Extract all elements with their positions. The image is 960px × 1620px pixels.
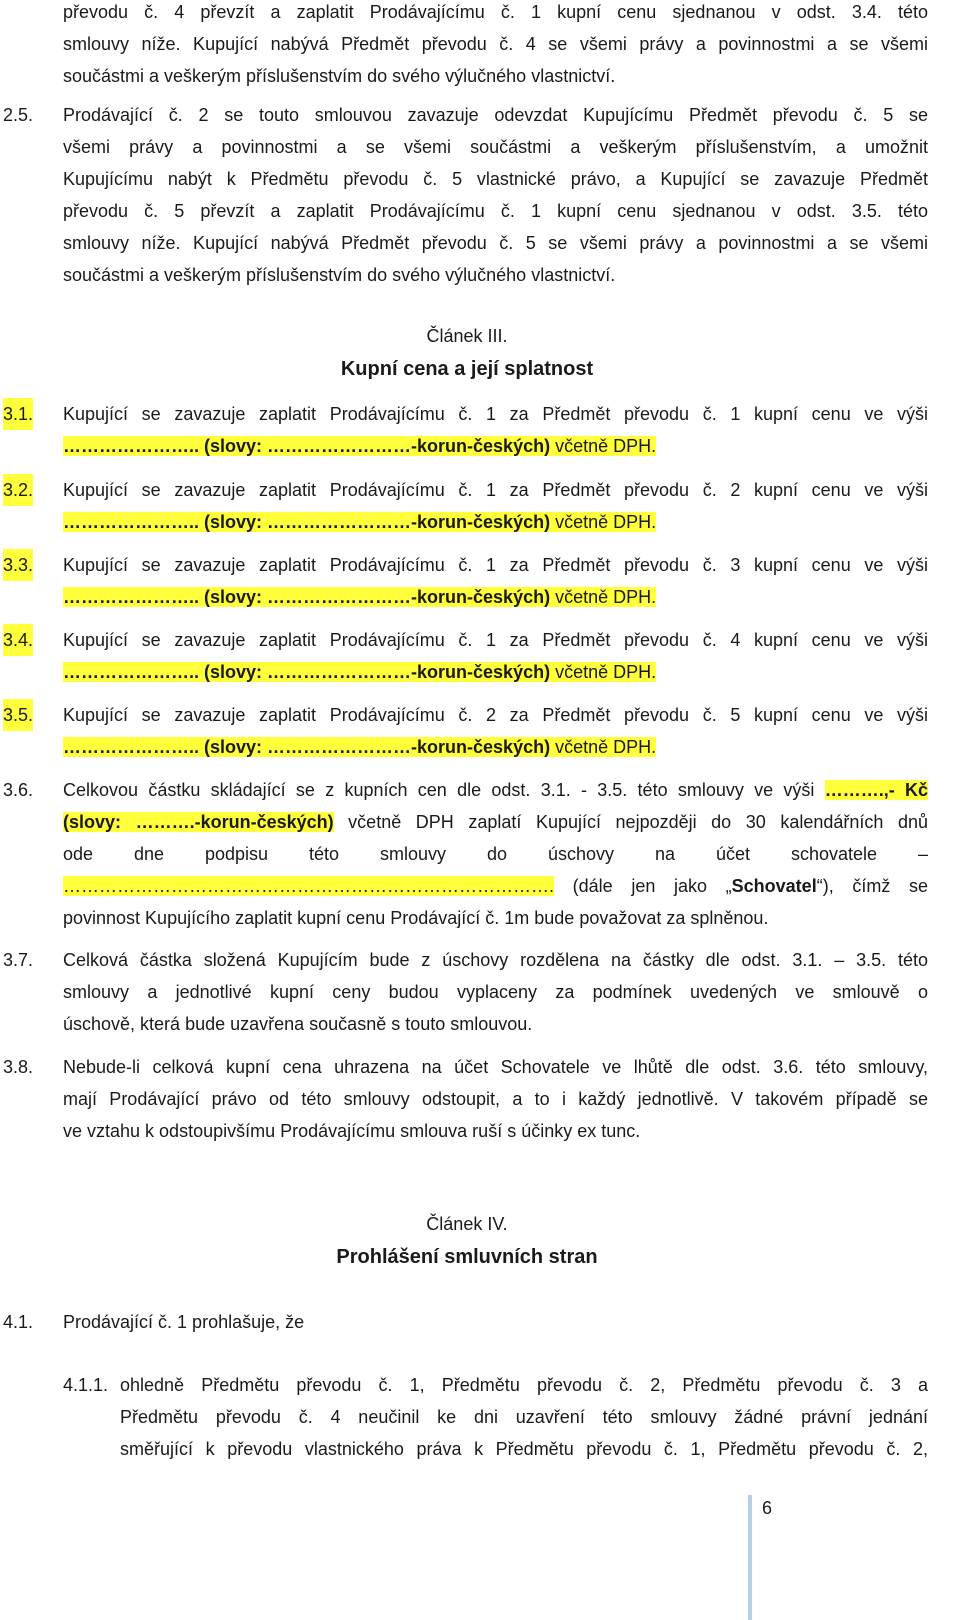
article-4-label: Článek IV.: [426, 1214, 508, 1234]
text-line: Celková částka složená Kupujícím bude z úschovy rozdělena na částky dle odst. 3.1. – 3.5. této: [63, 950, 928, 970]
article-3-title: Kupní cena a její splatnost: [340, 358, 594, 380]
text-line: ohledně Předmětu převodu č. 1, Předmětu převodu č. 2, Předmětu převodu č. 3 a: [120, 1375, 928, 1395]
text-line: převodu č. 4 převzít a zaplatit Prodávajícímu č. 1 kupní cenu sjednanou v odst. 3.4. této: [63, 2, 928, 22]
paragraph-number: 3.1.: [3, 398, 33, 430]
text-line: Kupující se zavazuje zaplatit Prodávajícímu č. 1 za Předmět převodu č. 3 kupní cenu ve výši: [63, 555, 928, 575]
text-fragment: Celkovou částku skládající se z kupních cen dle odst. 3.1. - 3.5. této smlouvy ve výši: [63, 780, 825, 800]
text-line: Nebude-li celková kupní cena uhrazena na účet Schovatele ve lhůtě dle odst. 3.6. této smlouvy,: [63, 1057, 928, 1077]
text-fragment: “), čímž se: [816, 876, 928, 896]
text-fragment: včetně DPH zaplatí Kupující nejpozději do 30 kalendářních dnů: [333, 812, 928, 832]
paragraph-number: 3.2.: [3, 474, 33, 506]
paragraph-number: 3.6.: [3, 780, 34, 800]
defined-term-schovatel: Schovatel: [731, 876, 817, 896]
text-line: Kupujícímu nabýt k Předmětu převodu č. 5 vlastnické právo, a Kupující se zavazuje Předmět: [63, 169, 928, 189]
paragraph-number: 3.4.: [3, 624, 33, 656]
text-line: Kupující se zavazuje zaplatit Prodávajícímu č. 1 za Předmět převodu č. 2 kupní cenu ve výši: [63, 480, 928, 500]
escrow-account-blank: ……………………………………………………………………….: [63, 876, 555, 896]
vat-note: včetně DPH.: [550, 737, 657, 757]
text-line: Kupující se zavazuje zaplatit Prodávajícímu č. 1 za Předmět převodu č. 1 kupní cenu ve výši: [63, 404, 928, 424]
text-line: ve vztahu k odstoupivšímu Prodávajícímu smlouva ruší s účinky ex tunc.: [63, 1121, 641, 1141]
vat-note: včetně DPH.: [550, 436, 657, 456]
text-line: součástmi a veškerým příslušenstvím do svého výlučného vlastnictví.: [63, 66, 616, 86]
vat-note: včetně DPH.: [550, 587, 657, 607]
paragraph-2-4-continuation: [63, 0, 928, 92]
text-line: smlouvy níže. Kupující nabývá Předmět převodu č. 4 se všemi právy a povinnostmi a se všemi: [63, 34, 928, 54]
amount-in-words: (slovy: ……………………-korun-českých): [204, 737, 551, 757]
amount-blank: …………………..: [63, 737, 205, 757]
text-line: všemi právy a povinnostmi a se všemi součástmi a veškerým příslušenstvím, a umožnit: [63, 137, 928, 157]
total-amount-in-words: (slovy: ……….-korun-českých): [63, 812, 334, 832]
text-line: povinnost Kupujícího zaplatit kupní cenu Prodávající č. 1m bude považovat za splněnou.: [63, 908, 769, 928]
text-line: Prodávající č. 1 prohlašuje, že: [63, 1312, 305, 1332]
paragraph-number: 3.7.: [3, 950, 34, 970]
paragraph-number: 4.1.1.: [63, 1375, 109, 1395]
text-line: mají Prodávající právo od této smlouvy odstoupit, a to i každý jednotlivě. V takovém případě se: [63, 1089, 928, 1109]
text-line: smlouvy a jednotlivé kupní ceny budou vyplaceny za podmínek uvedených ve smlouvě o: [63, 982, 928, 1002]
amount-in-words: (slovy: ……………………-korun-českých): [204, 512, 551, 532]
paragraph-number: 3.5.: [3, 699, 33, 731]
page-number-bar: [748, 1495, 752, 1620]
amount-blank: …………………..: [63, 587, 205, 607]
page-number: 6: [762, 1498, 773, 1518]
text-line: ode dne podpisu této smlouvy do úschovy na účet schovatele –: [63, 844, 928, 864]
text-line: Předmětu převodu č. 4 neučinil ke dni uzavření této smlouvy žádné právní jednání: [120, 1407, 928, 1427]
vat-note: včetně DPH.: [550, 512, 657, 532]
text-line: směřující k převodu vlastnického práva k Předmětu převodu č. 1, Předmětu převodu č. 2,: [120, 1439, 928, 1459]
paragraph-number: 3.3.: [3, 549, 33, 581]
text-line: součástmi a veškerým příslušenstvím do svého výlučného vlastnictví.: [63, 265, 616, 285]
total-amount-blank: ……….,- Kč: [824, 780, 928, 800]
vat-note: včetně DPH.: [550, 662, 657, 682]
amount-blank: …………………..: [63, 662, 205, 682]
amount-in-words: (slovy: ……………………-korun-českých): [204, 662, 551, 682]
paragraph-number: 3.8.: [3, 1057, 34, 1077]
paragraph-number: 2.5.: [3, 105, 34, 125]
text-line: smlouvy níže. Kupující nabývá Předmět převodu č. 5 se všemi právy a povinnostmi a se všemi: [63, 233, 928, 253]
amount-in-words: (slovy: ……………………-korun-českých): [204, 587, 551, 607]
amount-in-words: (slovy: ……………………-korun-českých): [204, 436, 551, 456]
text-line: úschově, která bude uzavřena současně s touto smlouvou.: [63, 1014, 533, 1034]
amount-blank: …………………..: [63, 512, 205, 532]
amount-blank: …………………..: [63, 436, 205, 456]
text-line: Kupující se zavazuje zaplatit Prodávajícímu č. 1 za Předmět převodu č. 4 kupní cenu ve výši: [63, 630, 928, 650]
text-fragment: (dále jen jako „: [554, 876, 732, 896]
text-line: Kupující se zavazuje zaplatit Prodávajícímu č. 2 za Předmět převodu č. 5 kupní cenu ve výši: [63, 705, 928, 725]
article-3-label: Článek III.: [426, 326, 508, 346]
paragraph-number: 4.1.: [3, 1312, 34, 1332]
text-line: Prodávající č. 2 se touto smlouvou zavazuje odevzdat Kupujícímu Předmět převodu č. 5 se: [63, 105, 928, 125]
text-line: převodu č. 5 převzít a zaplatit Prodávajícímu č. 1 kupní cenu sjednanou v odst. 3.5. této: [63, 201, 928, 221]
article-4-title: Prohlášení smluvních stran: [336, 1246, 598, 1268]
